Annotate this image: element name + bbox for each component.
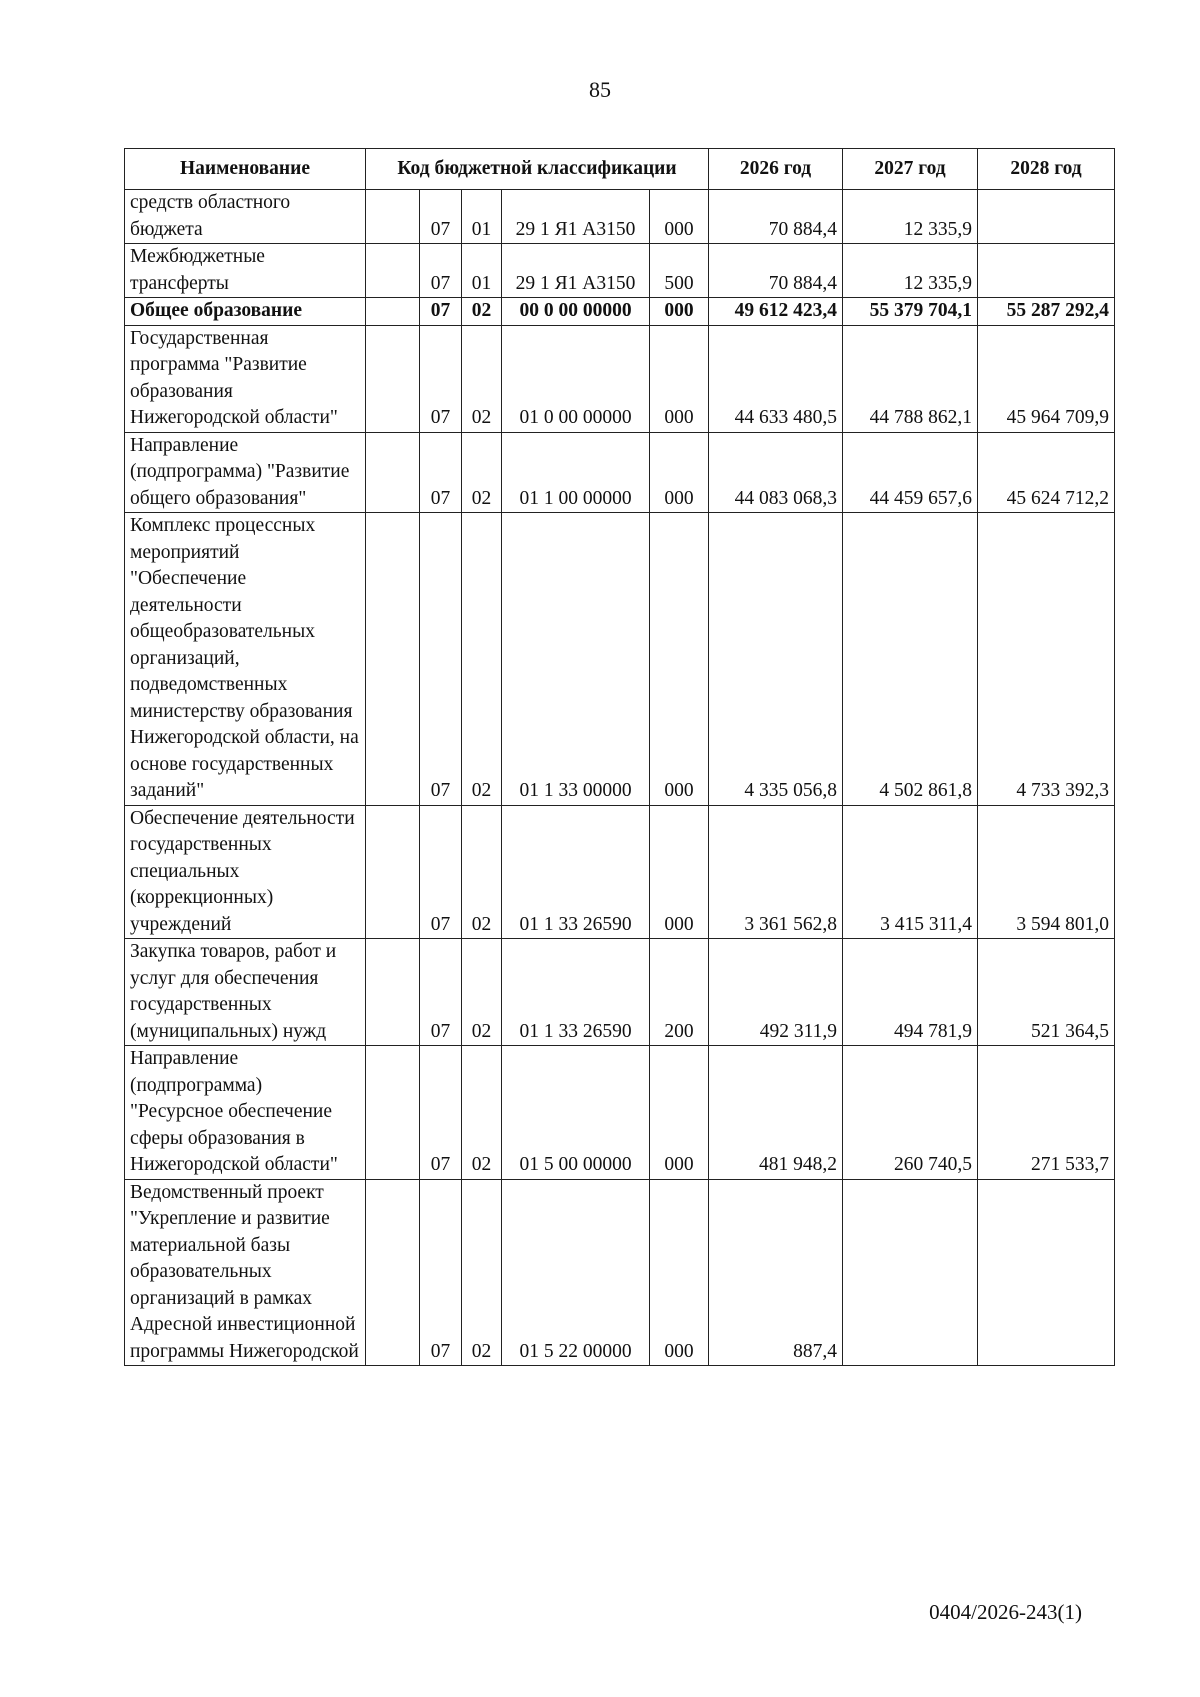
row-name: Государственная программа "Развитие образования Нижегородской области" <box>125 325 366 432</box>
table-row <box>125 1179 1115 1366</box>
expense-type-code: 000 <box>650 298 709 326</box>
value-2027: 260 740,5 <box>843 1046 978 1180</box>
table-row <box>125 325 1115 432</box>
section-code: 07 <box>420 939 462 1046</box>
section-code: 07 <box>420 190 462 244</box>
expense-type-code: 000 <box>650 325 709 432</box>
expense-type-code: 000 <box>650 805 709 939</box>
value-2027 <box>843 1179 978 1366</box>
value-2028: 45 964 709,9 <box>978 325 1115 432</box>
row-name: Обеспечение деятельности государственных специальных (коррекционных) учреждений <box>125 805 366 939</box>
section-code: 07 <box>420 325 462 432</box>
table-row <box>125 805 1115 939</box>
subsection-code: 02 <box>462 805 502 939</box>
subsection-code: 01 <box>462 244 502 298</box>
blank-cell <box>366 513 420 806</box>
blank-cell <box>366 432 420 513</box>
table-row <box>125 244 1115 298</box>
value-2028: 271 533,7 <box>978 1046 1115 1180</box>
expense-type-code: 500 <box>650 244 709 298</box>
target-article-code: 29 1 Я1 А3150 <box>502 190 650 244</box>
blank-cell <box>366 1179 420 1366</box>
table-row <box>125 1046 1115 1180</box>
value-2026: 3 361 562,8 <box>709 805 843 939</box>
target-article-code: 01 1 33 26590 <box>502 939 650 1046</box>
value-2028: 55 287 292,4 <box>978 298 1115 326</box>
expense-type-code: 000 <box>650 432 709 513</box>
expense-type-code: 200 <box>650 939 709 1046</box>
table-row <box>125 190 1115 244</box>
value-2026: 44 633 480,5 <box>709 325 843 432</box>
subsection-code: 01 <box>462 190 502 244</box>
value-2026: 492 311,9 <box>709 939 843 1046</box>
subsection-code: 02 <box>462 1179 502 1366</box>
section-code: 07 <box>420 432 462 513</box>
table-row <box>125 432 1115 513</box>
row-name: Направление (подпрограмма) "Ресурсное обеспечение сферы образования в Нижегородской области" <box>125 1046 366 1180</box>
budget-table <box>124 148 1115 1366</box>
header-year-2028: 2028 год <box>978 149 1115 190</box>
section-code: 07 <box>420 805 462 939</box>
value-2028: 3 594 801,0 <box>978 805 1115 939</box>
blank-cell <box>366 939 420 1046</box>
target-article-code: 01 1 33 26590 <box>502 805 650 939</box>
header-year-2027: 2027 год <box>843 149 978 190</box>
subsection-code: 02 <box>462 432 502 513</box>
value-2028: 4 733 392,3 <box>978 513 1115 806</box>
subsection-code: 02 <box>462 298 502 326</box>
row-name: средств областного бюджета <box>125 190 366 244</box>
table-row <box>125 513 1115 806</box>
value-2026: 70 884,4 <box>709 244 843 298</box>
expense-type-code: 000 <box>650 513 709 806</box>
document-code: 0404/2026-243(1) <box>929 1600 1082 1624</box>
blank-cell <box>366 298 420 326</box>
value-2026: 887,4 <box>709 1179 843 1366</box>
subsection-code: 02 <box>462 513 502 806</box>
section-code: 07 <box>420 298 462 326</box>
row-name: Межбюджетные трансферты <box>125 244 366 298</box>
value-2027: 12 335,9 <box>843 244 978 298</box>
value-2028: 521 364,5 <box>978 939 1115 1046</box>
value-2027: 44 459 657,6 <box>843 432 978 513</box>
row-name: Закупка товаров, работ и услуг для обеспечения государственных (муниципальных) нужд <box>125 939 366 1046</box>
table-row-section-total <box>125 298 1115 326</box>
row-name: Направление (подпрограмма) "Развитие общего образования" <box>125 432 366 513</box>
value-2026: 44 083 068,3 <box>709 432 843 513</box>
expense-type-code: 000 <box>650 190 709 244</box>
header-code: Код бюджетной классификации <box>366 149 709 190</box>
expense-type-code: 000 <box>650 1179 709 1366</box>
target-article-code: 01 1 33 00000 <box>502 513 650 806</box>
value-2028 <box>978 1179 1115 1366</box>
target-article-code: 00 0 00 00000 <box>502 298 650 326</box>
blank-cell <box>366 244 420 298</box>
target-article-code: 01 0 00 00000 <box>502 325 650 432</box>
target-article-code: 01 5 22 00000 <box>502 1179 650 1366</box>
target-article-code: 29 1 Я1 А3150 <box>502 244 650 298</box>
header-name: Наименование <box>125 149 366 190</box>
blank-cell <box>366 1046 420 1180</box>
blank-cell <box>366 325 420 432</box>
value-2026: 4 335 056,8 <box>709 513 843 806</box>
subsection-code: 02 <box>462 325 502 432</box>
blank-cell <box>366 190 420 244</box>
blank-cell <box>366 805 420 939</box>
value-2027: 494 781,9 <box>843 939 978 1046</box>
value-2027: 12 335,9 <box>843 190 978 244</box>
value-2028 <box>978 244 1115 298</box>
subsection-code: 02 <box>462 939 502 1046</box>
expense-type-code: 000 <box>650 1046 709 1180</box>
section-code: 07 <box>420 1046 462 1180</box>
subsection-code: 02 <box>462 1046 502 1180</box>
value-2028 <box>978 190 1115 244</box>
value-2026: 49 612 423,4 <box>709 298 843 326</box>
value-2027: 4 502 861,8 <box>843 513 978 806</box>
table-header-row <box>125 149 1115 190</box>
value-2027: 55 379 704,1 <box>843 298 978 326</box>
target-article-code: 01 1 00 00000 <box>502 432 650 513</box>
section-code: 07 <box>420 513 462 806</box>
value-2028: 45 624 712,2 <box>978 432 1115 513</box>
page-number: 85 <box>589 77 611 102</box>
value-2027: 3 415 311,4 <box>843 805 978 939</box>
section-code: 07 <box>420 244 462 298</box>
row-name: Ведомственный проект "Укрепление и развитие материальной базы образовательных организаций в рамках Адресной инвестиционной программы Нижегородской <box>125 1179 366 1366</box>
row-name: Общее образование <box>125 298 366 326</box>
section-code: 07 <box>420 1179 462 1366</box>
row-name: Комплекс процессных мероприятий "Обеспечение деятельности общеобразовательных организаций, подведомственных министерству образования Нижегородской области, на основе государственных заданий" <box>125 513 366 806</box>
value-2026: 481 948,2 <box>709 1046 843 1180</box>
table-row <box>125 939 1115 1046</box>
value-2027: 44 788 862,1 <box>843 325 978 432</box>
value-2026: 70 884,4 <box>709 190 843 244</box>
target-article-code: 01 5 00 00000 <box>502 1046 650 1180</box>
header-year-2026: 2026 год <box>709 149 843 190</box>
